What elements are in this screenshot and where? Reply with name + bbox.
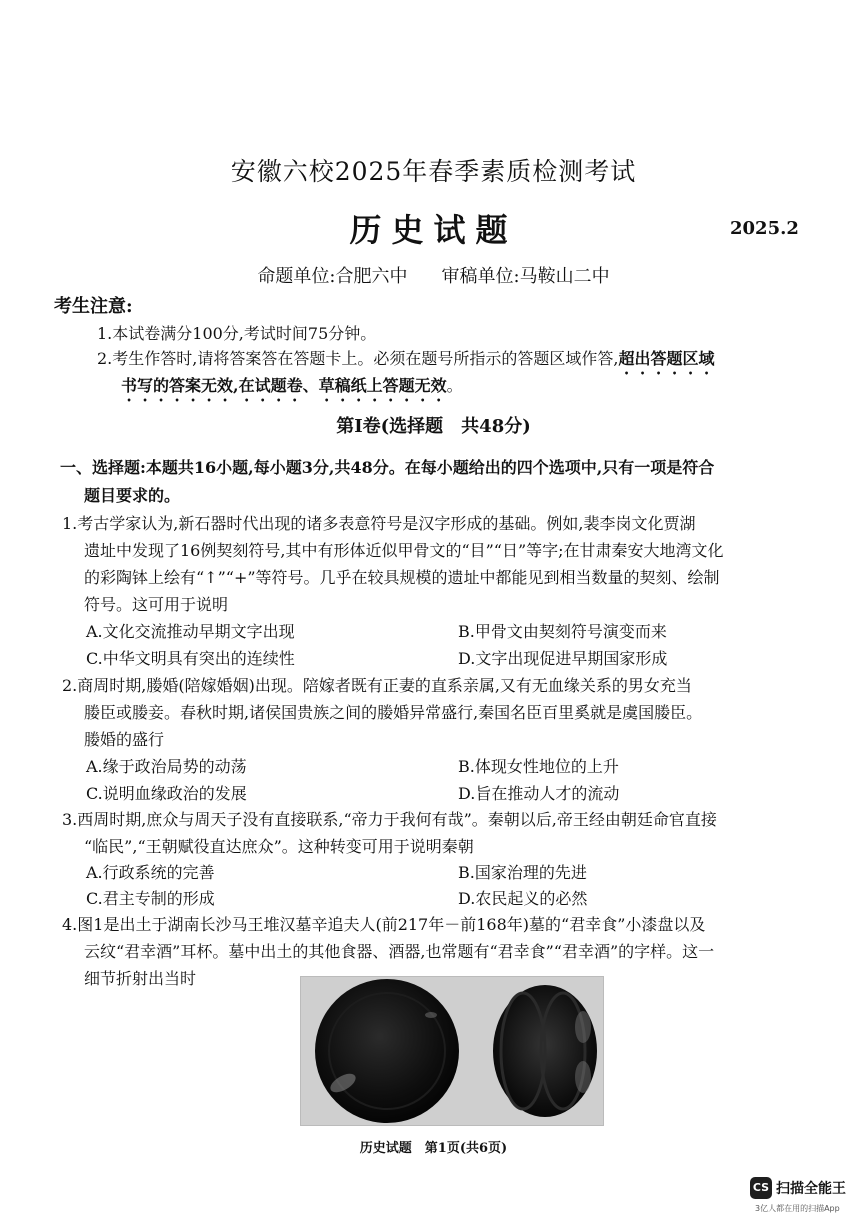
question-4-line-3: 细节折射出当时: [84, 969, 197, 988]
notice-item-2-end: 。: [446, 376, 463, 395]
section-heading: 第Ⅰ卷(选择题 共48分): [336, 416, 531, 437]
question-1-option-a[interactable]: A.文化交流推动早期文字出现: [86, 622, 295, 641]
notice-heading: 考生注意:: [54, 296, 133, 317]
page-footer: 历史试题 第1页(共6页): [359, 1141, 508, 1156]
question-2-option-c[interactable]: C.说明血缘政治的发展: [86, 784, 247, 803]
notice-item-2-emphasis-2: 书写的答案无效,在试题卷、草稿纸上答题无效: [121, 376, 447, 395]
notice-item-2-emphasis: 超出答题区域: [618, 349, 715, 368]
question-3-option-c[interactable]: C.君主专制的形成: [86, 889, 215, 908]
subject-title: 历史试题: [349, 211, 518, 249]
lacquerware-image: [301, 977, 603, 1125]
question-4-line-2: 云纹“君幸酒”耳杯。墓中出土的其他食器、酒器,也常题有“君幸食”“君幸酒”的字样。这一: [84, 942, 715, 961]
question-3-option-d[interactable]: D.农民起义的必然: [458, 889, 588, 908]
camscanner-watermark: [750, 1175, 846, 1219]
exam-date: 2025.2: [730, 218, 799, 239]
exam-units: [0, 262, 867, 288]
question-2-line-3: 媵婚的盛行: [84, 730, 165, 749]
camscanner-name: 扫描全能王: [776, 1181, 846, 1197]
question-1-line-4: 符号。这可用于说明: [84, 595, 229, 614]
question-2-option-d[interactable]: D.旨在推动人才的流动: [458, 784, 620, 803]
question-3-line-2: “临民”,“王朝赋役直达庶众”。这种转变可用于说明秦朝: [84, 837, 474, 856]
question-1-option-c[interactable]: C.中华文明具有突出的连续性: [86, 649, 295, 668]
question-2-line-2: 媵臣或媵妾。春秋时期,诸侯国贵族之间的媵婚异常盛行,秦国名臣百里奚就是虞国媵臣。: [84, 703, 703, 722]
camscanner-tagline: 3亿人都在用的扫描App: [755, 1204, 840, 1213]
question-1-line-1: 1.考古学家认为,新石器时代出现的诸多表意符号是汉字形成的基础。例如,裴李岗文化贾湖: [62, 514, 696, 533]
notice-item-1: 1.本试卷满分100分,考试时间75分钟。: [97, 324, 377, 343]
question-2-option-b[interactable]: B.体现女性地位的上升: [458, 757, 619, 776]
author-unit: 命题单位:合肥六中: [257, 266, 408, 287]
question-1-line-3: 的彩陶钵上绘有“↑”“+”等符号。几乎在较具规模的遗址中都能见到相当数量的契刻、绘制: [84, 568, 720, 587]
question-2-line-1: 2.商周时期,媵婚(陪嫁婚姻)出现。陪嫁者既有正妻的直系亲属,又有无血缘关系的男女充当: [62, 676, 692, 695]
question-1-line-2: 遗址中发现了16例契刻符号,其中有形体近似甲骨文的“目”“日”等字;在甘肃秦安大地湾文化: [84, 541, 724, 560]
section-instruction-line-2: 题目要求的。: [84, 486, 181, 505]
notice-item-2-text: 2.考生作答时,请将答案答在答题卡上。必须在题号所指示的答题区域作答,: [97, 349, 619, 368]
question-3-line-1: 3.西周时期,庶众与周天子没有直接联系,“帝力于我何有哉”。秦朝以后,帝王经由朝廷命官直接: [62, 810, 717, 829]
question-3-option-a[interactable]: A.行政系统的完善: [86, 863, 215, 882]
question-4-line-1: 4.图1是出土于湖南长沙马王堆汉墓辛追夫人(前217年－前168年)墓的“君幸食”小漆盘以及: [62, 915, 706, 934]
lacquer-plate: [315, 979, 459, 1123]
section-instruction-line-1: 一、选择题:本题共16小题,每小题3分,共48分。在每小题给出的四个选项中,只有一项是符合: [60, 458, 715, 477]
ear-cup: [493, 985, 597, 1117]
question-2-option-a[interactable]: A.缘于政治局势的动荡: [86, 757, 247, 776]
question-1-option-b[interactable]: B.甲骨文由契刻符号演变而来: [458, 622, 667, 641]
notice-item-2-line-2: [121, 373, 463, 405]
question-3-option-b[interactable]: B.国家治理的先进: [458, 863, 587, 882]
review-unit: 审稿单位:马鞍山二中: [441, 266, 610, 287]
question-1-option-d[interactable]: D.文字出现促进早期国家形成: [458, 649, 668, 668]
figure-1-lacquerware-photo: [300, 976, 604, 1126]
exam-title: 安徽六校2025年春季素质检测考试: [230, 157, 637, 186]
camscanner-logo-icon: CS: [750, 1177, 772, 1199]
